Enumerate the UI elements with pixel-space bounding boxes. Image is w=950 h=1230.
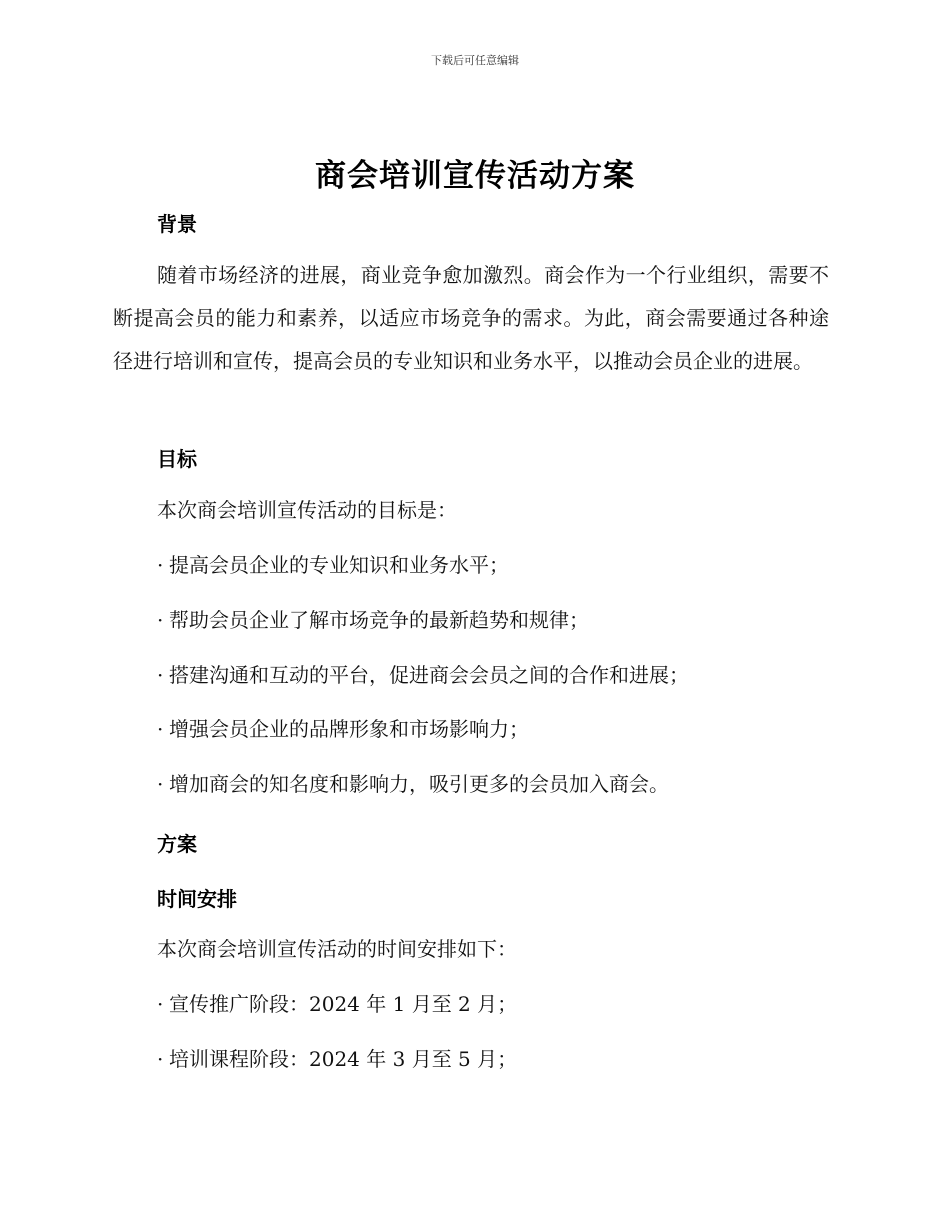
schedule-list-item <box>157 1046 517 1072</box>
bullet-icon: · <box>157 608 164 632</box>
goal-list-item <box>157 662 689 688</box>
header-note: 下载后可任意编辑 <box>431 54 519 67</box>
schedule-intro: 本次商会培训宣传活动的时间安排如下： <box>157 937 517 961</box>
schedule-item-text: 培训课程阶段：2024 年 3 月至 5 月； <box>169 1047 518 1071</box>
document-title: 商会培训宣传活动方案 <box>315 158 635 194</box>
heading-background: 背景 <box>157 212 197 236</box>
heading-goal: 目标 <box>157 447 197 471</box>
bullet-icon: · <box>157 992 164 1016</box>
goal-list-item <box>157 771 669 797</box>
bullet-icon: · <box>157 717 164 741</box>
bullet-icon: · <box>157 1047 164 1071</box>
goal-list-item <box>157 716 529 742</box>
bullet-icon: · <box>157 772 164 796</box>
heading-schedule: 时间安排 <box>157 887 237 911</box>
heading-plan: 方案 <box>157 832 197 856</box>
goal-item-text: 增加商会的知名度和影响力，吸引更多的会员加入商会。 <box>169 772 669 796</box>
goal-item-text: 提高会员企业的专业知识和业务水平； <box>169 553 509 577</box>
bullet-icon: · <box>157 663 164 687</box>
goal-intro: 本次商会培训宣传活动的目标是： <box>157 498 457 522</box>
bullet-icon: · <box>157 553 164 577</box>
goal-list-item <box>157 607 589 633</box>
background-paragraph: 随着市场经济的进展，商业竞争愈加激烈。商会作为一个行业组织，需要不断提高会员的能力和素养，以适应市场竞争的需求。为此，商会需要通过各种途径进行培训和宣传，提高会员的专业知识和业务水平，以推动会员企业的进展。 <box>113 263 829 373</box>
goal-item-text: 帮助会员企业了解市场竞争的最新趋势和规律； <box>169 608 589 632</box>
goal-list-item <box>157 552 509 578</box>
schedule-item-text: 宣传推广阶段：2024 年 1 月至 2 月； <box>169 992 518 1016</box>
goal-item-text: 增强会员企业的品牌形象和市场影响力； <box>169 717 529 741</box>
goal-item-text: 搭建沟通和互动的平台，促进商会会员之间的合作和进展； <box>169 663 689 687</box>
schedule-list-item <box>157 991 517 1017</box>
